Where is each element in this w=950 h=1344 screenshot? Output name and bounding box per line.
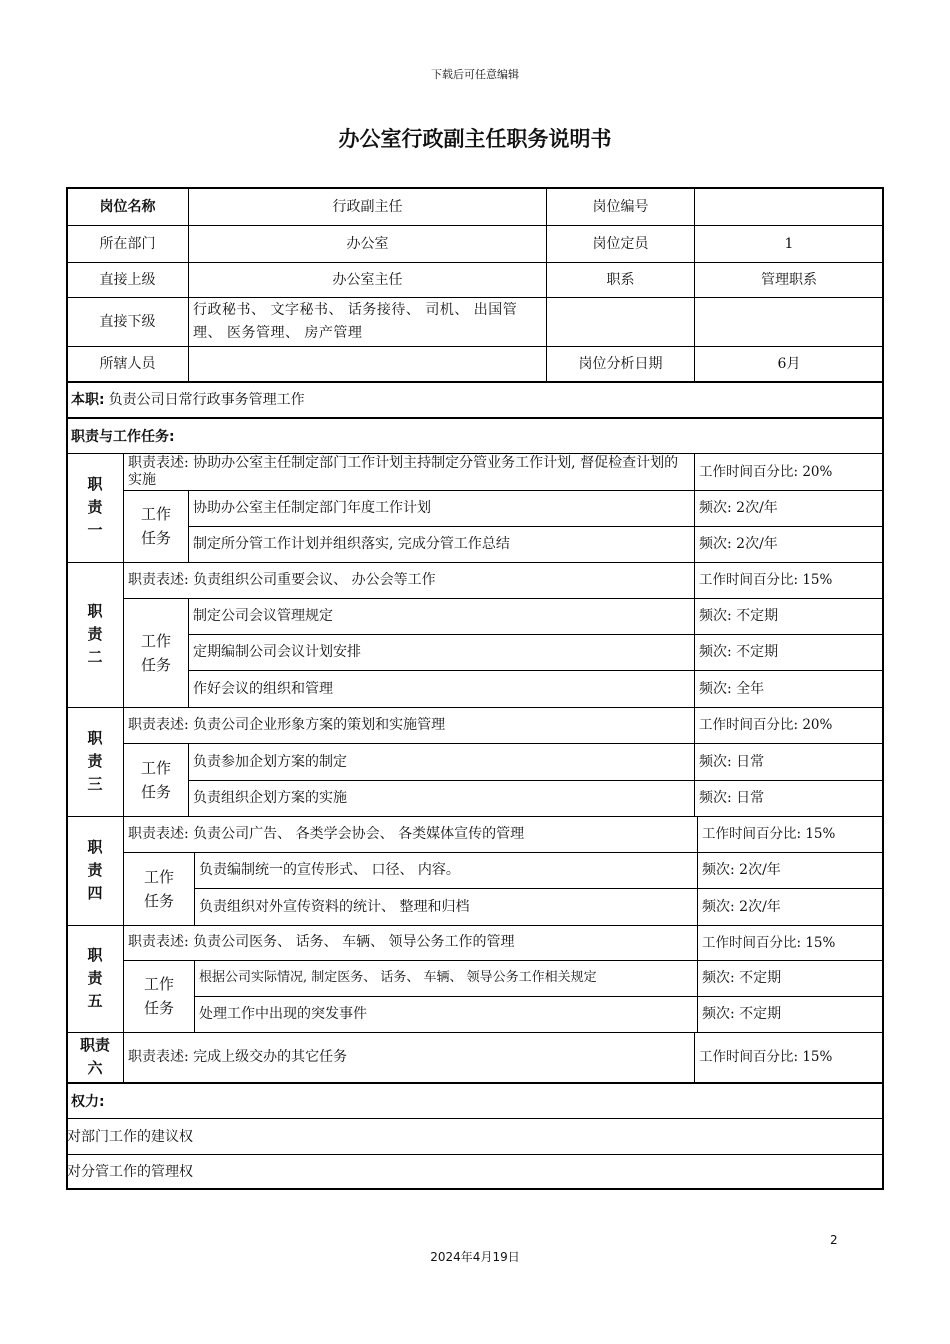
duty-label: 职 责 三: [87, 729, 103, 793]
task-text: 负责编制统一的宣传形式、 口径、 内容。: [199, 862, 460, 878]
position-name-value: 行政副主任: [332, 198, 403, 215]
superior-value: 办公室主任: [332, 272, 403, 288]
footer-date: 2024年4月19日: [430, 1250, 520, 1264]
authority-item: 对部门工作的建议权: [67, 1128, 193, 1145]
subordinates-extra: [547, 298, 694, 346]
department-value: 办公室: [346, 236, 389, 252]
subordinates-label: 直接下级: [99, 314, 156, 330]
document-title: 办公室行政副主任职务说明书: [338, 127, 612, 151]
authority-item: 对分管工作的管理权: [67, 1164, 193, 1180]
task-text: 制定公司会议管理规定: [193, 608, 333, 624]
duty-label: 职 责 一: [87, 475, 103, 539]
page-number: 2: [830, 1233, 838, 1247]
position-name-label: 岗位名称: [99, 198, 156, 215]
task-label: 工作 任务: [140, 505, 171, 547]
analysis-date-value: 6月: [777, 356, 801, 372]
task-text: 协助办公室主任制定部门年度工作计划: [193, 500, 431, 516]
task-frequency: 频次: 2次/年: [702, 862, 781, 878]
duty-label: 职 责 五: [87, 946, 103, 1010]
duty-time-percentage: 工作时间百分比: 15%: [699, 572, 833, 588]
task-frequency: 频次: 2次/年: [702, 898, 781, 915]
header-note: 下载后可任意编辑: [431, 68, 519, 81]
staff-value: [189, 347, 546, 381]
duty-time-percentage: 工作时间百分比: 20%: [699, 463, 833, 480]
duty-time-percentage: 工作时间百分比: 15%: [699, 1049, 833, 1065]
subordinates-extra-value: [695, 298, 883, 346]
core-duty-label: 本职:: [71, 392, 105, 408]
duty-time-percentage: 工作时间百分比: 15%: [702, 826, 836, 842]
headcount-value: 1: [784, 236, 794, 252]
duty-description: 职责表述: 协助办公室主任制定部门工作计划主持制定分管业务工作计划, 督促检查计划的实施: [128, 454, 679, 488]
core-duty-row: [67, 383, 883, 417]
task-frequency: 频次: 不定期: [699, 608, 779, 624]
task-text: 处理工作中出现的突发事件: [199, 1006, 367, 1022]
task-frequency: 频次: 不定期: [699, 644, 779, 660]
task-text: 根据公司实际情况, 制定医务、 话务、 车辆、 领导公务工作相关规定: [199, 970, 597, 985]
task-frequency: 频次: 日常: [699, 790, 765, 806]
task-label: 工作 任务: [143, 975, 174, 1017]
duty-label: 职 责 二: [87, 602, 103, 666]
duty-description: 职责表述: 负责公司广告、 各类学会协会、 各类媒体宣传的管理: [128, 825, 525, 842]
duty-description: 职责表述: 完成上级交办的其它任务: [128, 1048, 348, 1065]
duty-description: 职责表述: 负责公司企业形象方案的策划和实施管理: [128, 716, 446, 733]
position-code-label: 岗位编号: [592, 198, 649, 215]
task-label: 工作 任务: [140, 631, 171, 674]
staff-label: 所辖人员: [99, 356, 156, 372]
subordinates-value: 行政秘书、 文字秘书、 话务接待、 司机、 出国管理、 医务管理、 房产管理: [193, 302, 518, 341]
task-text: 负责参加企划方案的制定: [193, 753, 347, 770]
task-label: 工作 任务: [143, 867, 174, 910]
position-code-value: [695, 188, 883, 225]
task-frequency: 频次: 不定期: [702, 1006, 782, 1022]
duty-description: 职责表述: 负责组织公司重要会议、 办公会等工作: [128, 571, 436, 588]
task-frequency: 频次: 2次/年: [699, 536, 778, 552]
task-frequency: 频次: 全年: [699, 680, 765, 697]
task-text: 负责组织企划方案的实施: [193, 790, 347, 806]
department-label: 所在部门: [99, 236, 156, 252]
duty-label: 职 责 四: [87, 838, 103, 902]
task-text: 负责组织对外宣传资料的统计、 整理和归档: [199, 898, 470, 915]
analysis-date-label: 岗位分析日期: [578, 356, 663, 372]
task-text: 定期编制公司会议计划安排: [193, 644, 361, 660]
headcount-label: 岗位定员: [592, 236, 649, 252]
job-family-value: 管理职系: [761, 272, 817, 288]
duty-time-percentage: 工作时间百分比: 15%: [702, 934, 836, 951]
core-duty-text: 负责公司日常行政事务管理工作: [108, 392, 305, 408]
task-text: 作好会议的组织和管理: [193, 680, 333, 697]
duty-description: 职责表述: 负责公司医务、 话务、 车辆、 领导公务工作的管理: [128, 934, 515, 950]
duty-time-percentage: 工作时间百分比: 20%: [699, 717, 833, 733]
duty-label: 职责 六: [79, 1036, 110, 1077]
authority-header: 权力:: [71, 1093, 105, 1110]
task-text: 制定所分管工作计划并组织落实, 完成分管工作总结: [193, 536, 510, 552]
task-frequency: 频次: 不定期: [702, 970, 782, 986]
task-label: 工作 任务: [140, 758, 171, 801]
duties-header: 职责与工作任务:: [71, 428, 175, 445]
task-frequency: 频次: 日常: [699, 753, 765, 770]
task-frequency: 频次: 2次/年: [699, 500, 778, 516]
job-family-label: 职系: [606, 272, 635, 288]
superior-label: 直接上级: [99, 272, 156, 288]
